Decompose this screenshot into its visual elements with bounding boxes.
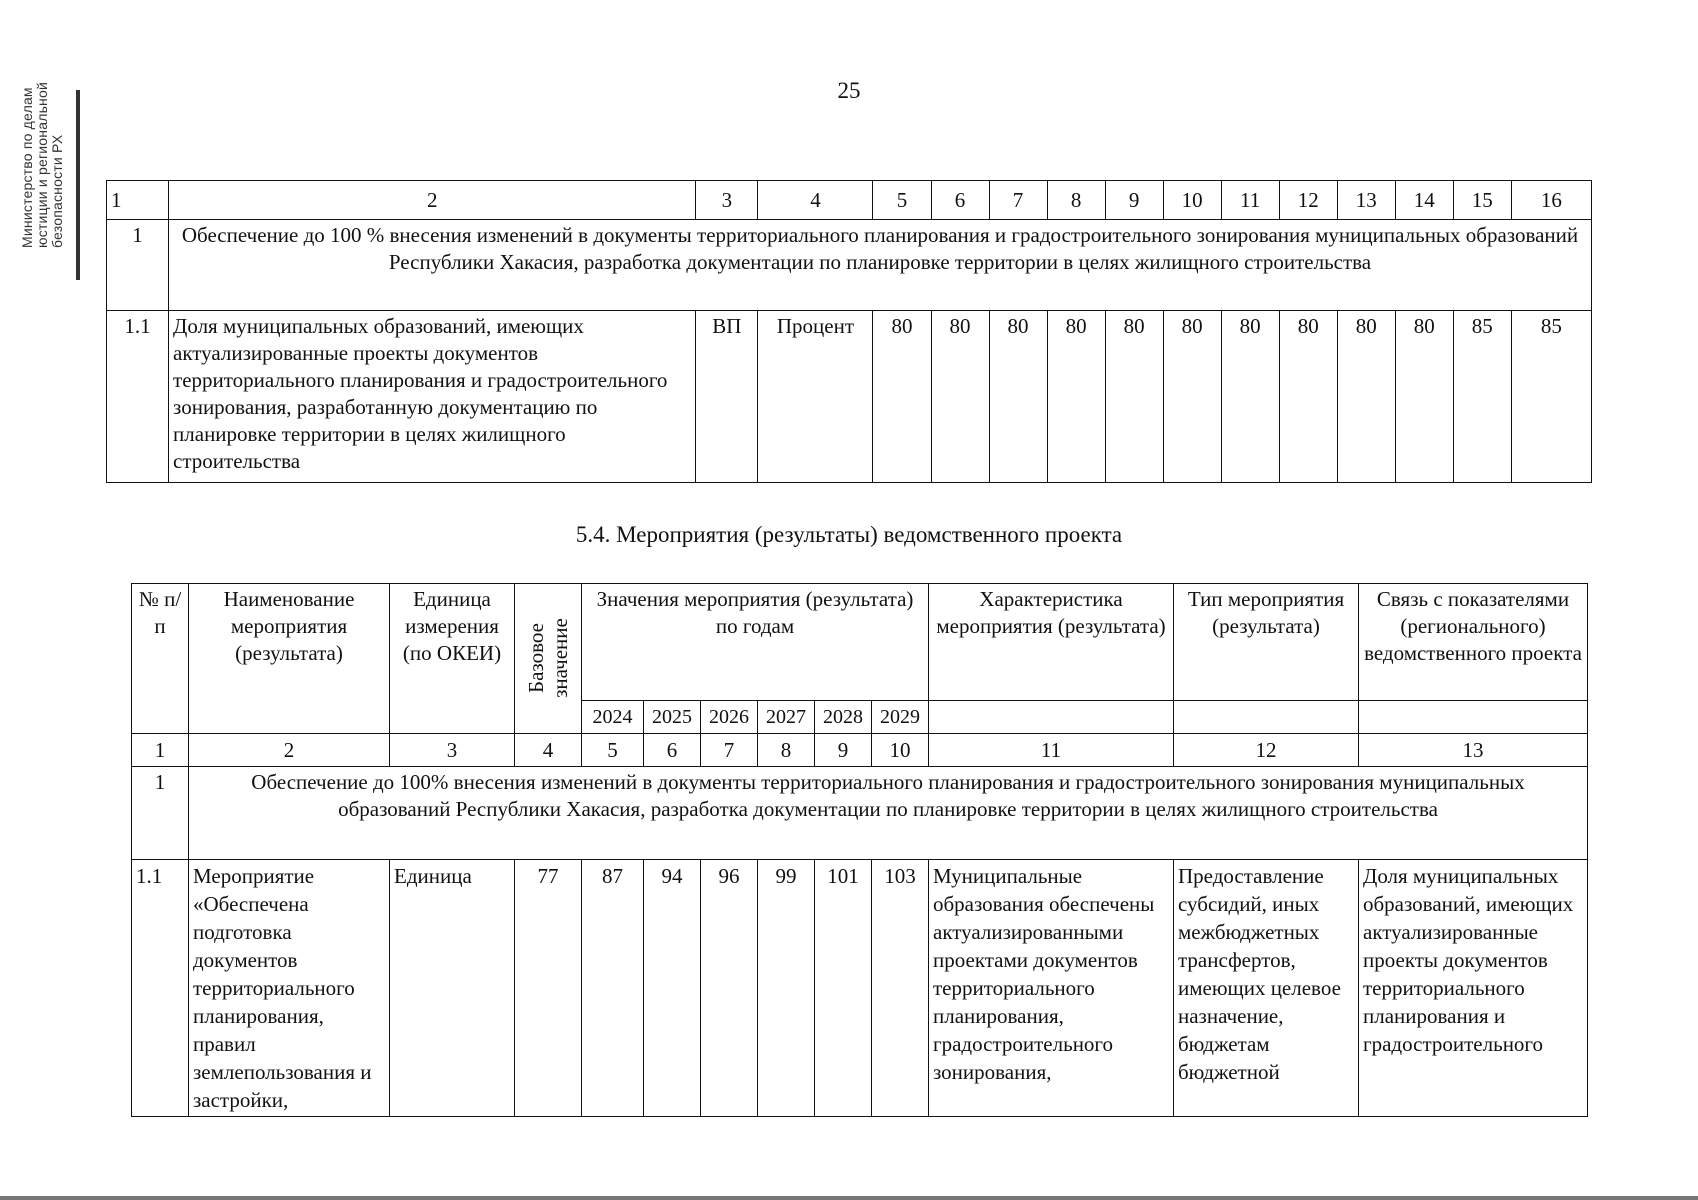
year-label: 2027 [758, 701, 815, 734]
col-number: 6 [931, 181, 989, 220]
activity-characteristic: Муниципальные образования обеспечены актуализированными проектами документов территориального планирования, градостроительного зонирования, [929, 860, 1174, 1117]
col-number: 11 [929, 734, 1174, 767]
indicator-value: 80 [1279, 311, 1337, 483]
column-numbers-row [132, 734, 1588, 767]
indicator-value: 80 [989, 311, 1047, 483]
col-number: 6 [644, 734, 701, 767]
stamp-line: юстиции и региональной [34, 82, 50, 248]
activity-name: Мероприятие «Обеспечена подготовка документов территориального планирования, правил землепользования и застройки, [189, 860, 390, 1117]
table-row [132, 860, 1588, 1117]
section-title: 5.4. Мероприятия (результаты) ведомственного проекта [575, 522, 1123, 547]
empty-cell [929, 701, 1174, 734]
activity-year-value: 103 [872, 860, 929, 1117]
col-number: 3 [696, 181, 758, 220]
activity-year-value: 99 [758, 860, 815, 1117]
header-name: Наименование мероприятия (результата) [189, 584, 390, 734]
header-row [107, 181, 1592, 220]
header-values-by-year: Значения мероприятия (результата) по годам [582, 584, 929, 701]
empty-cell [1174, 701, 1359, 734]
group-row [132, 767, 1588, 860]
activity-year-value: 87 [582, 860, 644, 1117]
col-number: 8 [1047, 181, 1105, 220]
group-title: Обеспечение до 100 % внесения изменений в документы территориального планирования и градостроительного зонирования муниципальных образований Республики Хакасия, разработка документации по планировке территории в целях жилищного строительства [169, 220, 1592, 311]
indicator-unit: Процент [758, 311, 873, 483]
col-number: 9 [815, 734, 872, 767]
stamp-text [20, 82, 65, 248]
header-row [132, 584, 1588, 701]
page-number: 25 [837, 78, 861, 103]
indicator-value: 80 [931, 311, 989, 483]
registry-stamp [6, 40, 76, 250]
row-number: 1.1 [107, 311, 169, 483]
indicator-value: 80 [1047, 311, 1105, 483]
col-number: 11 [1221, 181, 1279, 220]
year-label: 2026 [701, 701, 758, 734]
col-number: 4 [515, 734, 582, 767]
scan-edge [0, 1196, 1698, 1200]
year-label: 2025 [644, 701, 701, 734]
activities-table [131, 583, 1588, 1117]
activity-unit: Единица [390, 860, 515, 1117]
empty-cell [1359, 701, 1588, 734]
col-number: 13 [1359, 734, 1588, 767]
indicator-level: ВП [696, 311, 758, 483]
col-number: 12 [1279, 181, 1337, 220]
col-number: 10 [872, 734, 929, 767]
col-number: 14 [1395, 181, 1453, 220]
year-label: 2029 [872, 701, 929, 734]
indicator-value: 80 [1337, 311, 1395, 483]
indicator-value: 85 [1453, 311, 1511, 483]
col-number: 13 [1337, 181, 1395, 220]
group-title: Обеспечение до 100% внесения изменений в документы территориального планирования и градостроительного зонирования муниципальных образований Республики Хакасия, разработка документации по планировке территории в целях жилищного строительства [189, 767, 1588, 860]
col-number: 3 [390, 734, 515, 767]
col-number: 7 [989, 181, 1047, 220]
col-number: 15 [1453, 181, 1511, 220]
col-number: 9 [1105, 181, 1163, 220]
col-number: 5 [582, 734, 644, 767]
year-label: 2024 [582, 701, 644, 734]
group-number: 1 [132, 767, 189, 860]
stamp-bar [76, 90, 80, 280]
col-number: 7 [701, 734, 758, 767]
table-row [107, 311, 1592, 483]
activity-link: Доля муниципальных образований, имеющих актуализированные проекты документов территориального планирования и градостроительного [1359, 860, 1588, 1117]
group-row [107, 220, 1592, 311]
indicator-value: 80 [1163, 311, 1221, 483]
indicator-value: 85 [1511, 311, 1591, 483]
col-number: 16 [1511, 181, 1591, 220]
activity-year-value: 94 [644, 860, 701, 1117]
col-number: 2 [189, 734, 390, 767]
col-number: 1 [132, 734, 189, 767]
col-number: 4 [758, 181, 873, 220]
header-base [515, 584, 582, 734]
header-type: Тип мероприятия (результата) [1174, 584, 1359, 701]
col-number: 2 [169, 181, 696, 220]
stamp-line: Министерство по делам [19, 87, 35, 248]
activity-year-value: 96 [701, 860, 758, 1117]
header-link: Связь с показателями (регионального) ведомственного проекта [1359, 584, 1588, 701]
activity-base-value: 77 [515, 860, 582, 1117]
col-number: 12 [1174, 734, 1359, 767]
stamp-line: безопасности РХ [49, 134, 65, 248]
header-characteristic: Характеристика мероприятия (результата) [929, 584, 1174, 701]
group-number: 1 [107, 220, 169, 311]
header-num: № п/п [132, 584, 189, 734]
indicator-name: Доля муниципальных образований, имеющих актуализированные проекты документов территориального планирования и градостроительного зонирования, разработанную документацию по планировке территории в целях жилищного строительства [169, 311, 696, 483]
indicator-value: 80 [1395, 311, 1453, 483]
col-number: 1 [107, 181, 169, 220]
header-base-text: Базовое значение [524, 618, 572, 698]
activity-type: Предоставление субсидий, иных межбюджетных трансфертов, имеющих целевое назначение, бюджетам бюджетной [1174, 860, 1359, 1117]
indicator-value: 80 [1221, 311, 1279, 483]
year-label: 2028 [815, 701, 872, 734]
indicator-value: 80 [873, 311, 931, 483]
row-number: 1.1 [132, 860, 189, 1117]
indicator-value: 80 [1105, 311, 1163, 483]
col-number: 8 [758, 734, 815, 767]
col-number: 5 [873, 181, 931, 220]
indicators-table [106, 180, 1592, 483]
header-unit: Единица измерения (по ОКЕИ) [390, 584, 515, 734]
activity-year-value: 101 [815, 860, 872, 1117]
col-number: 10 [1163, 181, 1221, 220]
